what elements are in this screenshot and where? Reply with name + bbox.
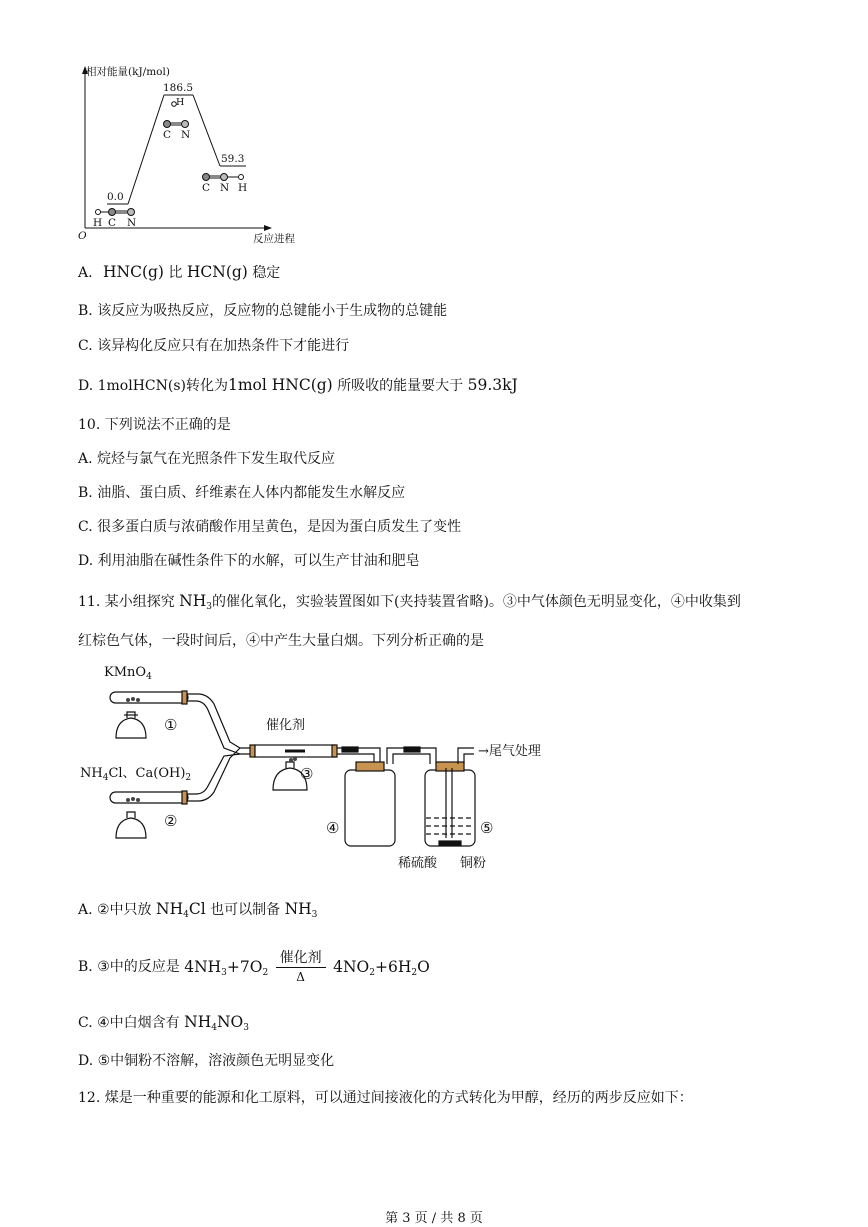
- option-letter: A.: [78, 265, 93, 281]
- formula: [184, 958, 268, 976]
- formula: [156, 900, 206, 918]
- catalyst-label: 催化剂: [266, 718, 306, 733]
- subscript: 4: [146, 672, 152, 682]
- condition-heat: Δ: [296, 969, 305, 984]
- q9-option-b: B. 该反应为吸热反应，反应物的总键能小于生成物的总键能: [78, 303, 448, 319]
- q11-option-c: [78, 1012, 249, 1033]
- condition-catalyst: 催化剂: [276, 949, 326, 968]
- x-axis-label: 反应进程: [253, 233, 295, 245]
- energy-diagram: [60, 62, 320, 252]
- q12-stem: 12. 煤是一种重要的能源和化工原料，可以通过间接液化的方式转化为甲醇，经历的两步反应如下：: [78, 1090, 693, 1106]
- atom-label: N: [127, 217, 137, 229]
- label-1: ①: [164, 716, 178, 734]
- subscript: 2: [411, 968, 418, 978]
- label-2: ②: [164, 812, 178, 830]
- atom-label: C: [163, 129, 172, 141]
- formula: HNC(g): [103, 263, 164, 281]
- q10-option-b: B. 油脂、蛋白质、纤维素在人体内都能发生水解反应: [78, 485, 406, 501]
- level-value-reactant: 0.0: [107, 191, 124, 203]
- formula: [184, 1013, 249, 1031]
- subscript: 4: [183, 910, 189, 920]
- text: B. ③中的反应是: [78, 959, 180, 975]
- formula: [285, 900, 318, 918]
- text: 也可以制备: [210, 902, 281, 918]
- text: 11. 某小组探究: [78, 594, 175, 610]
- text: 的催化氧化，实验装置图如下(夹持装置省略)。③中气体颜色无明显变化，④中收集到: [212, 594, 741, 610]
- subscript: 3: [311, 910, 318, 920]
- q10-option-c: C. 很多蛋白质与浓硝酸作用呈黄色，是因为蛋白质发生了变性: [78, 519, 462, 535]
- atom-label: C: [108, 217, 117, 229]
- q9-option-c: C. 该异构化反应只有在加热条件下才能进行: [78, 338, 350, 354]
- q11-stem-line2: 红棕色气体，一段时间后，④中产生大量白烟。下列分析正确的是: [78, 633, 484, 649]
- formula-main: +7O: [226, 958, 263, 976]
- text: C. ④中白烟含有: [78, 1015, 180, 1031]
- formula: [179, 592, 212, 610]
- formula-main: NO: [216, 1013, 244, 1031]
- subscript: 2: [369, 968, 375, 978]
- atom-label: H: [176, 97, 185, 108]
- subscript: 3: [221, 968, 227, 978]
- formula-main: NH: [80, 766, 103, 781]
- formula-main: Cl、Ca(OH): [108, 766, 186, 781]
- atom-label: N: [220, 182, 230, 194]
- formula-main: NH: [184, 1013, 212, 1031]
- q10-option-a: A. 烷烃与氯气在光照条件下发生取代反应: [78, 451, 336, 467]
- acid-label: 稀硫酸: [398, 856, 438, 871]
- label-4: ④: [326, 819, 340, 837]
- subscript: 2: [262, 968, 269, 978]
- text: D. 1molHCN(s)转化为: [78, 378, 228, 394]
- atom-label: H: [238, 182, 248, 194]
- formula-main: O: [417, 958, 430, 976]
- q11-stem: [78, 591, 741, 612]
- subscript: 4: [102, 773, 109, 783]
- text: 比: [168, 265, 183, 281]
- formula: [333, 958, 430, 976]
- level-value-product: 59.3: [221, 153, 245, 165]
- origin-label: O: [78, 230, 87, 242]
- q9-option-d: [78, 375, 518, 396]
- text: 稳定: [252, 265, 281, 281]
- q11-option-a: [78, 899, 317, 920]
- formula-main: 4NH: [184, 958, 222, 976]
- page-footer: 第 3 页 / 共 8 页: [385, 1211, 483, 1226]
- label-3: ③: [300, 765, 314, 783]
- formula-main: NH: [179, 592, 207, 610]
- q11-option-b: [78, 944, 430, 990]
- q9-option-a: [78, 262, 280, 283]
- formula: 59.3kJ: [467, 376, 518, 394]
- formula-main: NH: [156, 900, 184, 918]
- subscript: 3: [243, 1023, 249, 1033]
- formula-main: KMnO: [104, 665, 147, 680]
- q11-option-d: D. ⑤中铜粉不溶解，溶液颜色无明显变化: [78, 1053, 335, 1069]
- level-value-transition: 186.5: [163, 82, 194, 94]
- formula: HCN(g): [186, 263, 248, 281]
- text: A. ②中只放: [78, 902, 152, 918]
- atom-label: C: [202, 182, 211, 194]
- atom-label: N: [181, 129, 191, 141]
- atom-label: H: [93, 217, 103, 229]
- subscript: 3: [206, 602, 212, 612]
- label-5: ⑤: [480, 819, 494, 837]
- formula: 1mol HNC(g): [228, 376, 333, 394]
- y-axis-label: 相对能量(kJ/mol): [86, 66, 170, 78]
- copper-label: 铜粉: [460, 856, 487, 871]
- subscript: 4: [211, 1023, 217, 1033]
- q10-stem: 10. 下列说法不正确的是: [78, 417, 231, 433]
- q10-option-d: D. 利用油脂在碱性条件下的水解，可以生产甘油和肥皂: [78, 553, 420, 569]
- text: 所吸收的能量要大于: [337, 378, 464, 394]
- tail-gas-label: →尾气处理: [478, 744, 541, 759]
- formula-main: NH: [284, 900, 312, 918]
- subscript: 2: [185, 773, 192, 783]
- formula-main: +6H: [374, 958, 412, 976]
- reaction-condition: [276, 949, 326, 986]
- formula-main: Cl: [188, 900, 206, 918]
- kmno4-label: [104, 665, 152, 681]
- nh4cl-label: [80, 766, 191, 782]
- apparatus-diagram: [80, 660, 600, 880]
- formula-main: 4NO: [333, 958, 370, 976]
